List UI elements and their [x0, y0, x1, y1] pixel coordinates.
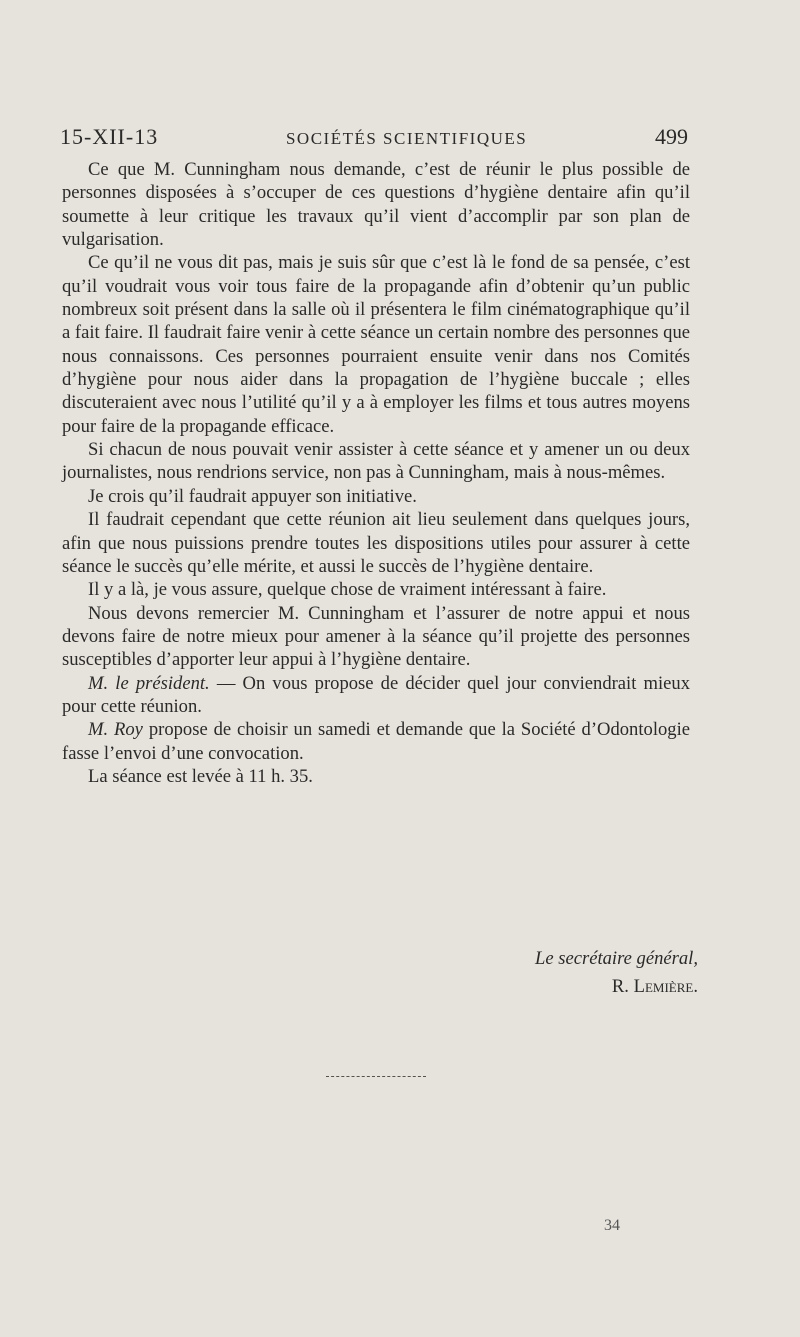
paragraph: Si chacun de nous pouvait venir assister à cette séance et y amener un ou deux journalistes, nous rendrions service, non pas à Cunningham, mais à nous-mêmes. — [62, 439, 690, 484]
header-title: SOCIÉTÉS SCIENTIFIQUES — [285, 129, 528, 148]
body-text — [62, 158, 690, 788]
speaker-president: M. le président. — [88, 672, 210, 694]
paragraph: Ce que M. Cunningham nous demande, c’est de réunir le plus possible de personnes disposées à s’occuper de ces questions d’hygiène dentaire afin qu’il soumette à leur critique les travaux qu’il vient d’accomplir par son plan de vulgarisation. — [62, 159, 690, 251]
speaker-roy: M. Roy — [88, 719, 143, 741]
signature-mark: 34 — [604, 1217, 620, 1234]
roy-paragraph — [62, 718, 690, 765]
paragraph: Ce qu’il ne vous dit pas, mais je suis sûr que c’est là le fond de sa pensée, c’est qu’il voudrait vous voir tous faire de la propagande afin d’obtenir qu’un public nombreux soit présent dans la salle où il présentera le film cinématographique qu’il a fait faire. Il faudrait faire venir à cette séance un certain nombre des personnes que nous connaissons. Ces personnes pourraient ensuite venir dans nos Comités d’hygiène pour nous aider dans la propagation de l’hygiène buccale ; elles discuteraient avec nous l’utilité qu’il y a à employer les films et tous autres moyens pour faire de la propagande efficace. — [62, 252, 690, 437]
header-date: 15-XII-13 — [60, 124, 159, 149]
president-paragraph — [62, 672, 690, 719]
president-text: — On vous propose de décider quel jour conviendrait mieux pour cette réunion. — [62, 672, 690, 717]
paragraph: Il faudrait cependant que cette réunion ait lieu seulement dans quelques jours, afin que nous puissions prendre toutes les dispositions utiles pour assurer à cette séance le succès qu’elle mérite, et aussi le succès de l’hygiène dentaire. — [62, 509, 690, 577]
paragraph: Nous devons remercier M. Cunningham et l’assurer de notre appui et nous devons faire de notre mieux pour amener à la séance qu’il projette des personnes susceptibles d’apporter leur appui à l’hygiène dentaire. — [62, 602, 690, 671]
running-header — [60, 124, 688, 150]
section-divider — [326, 1076, 426, 1077]
page-number: 499 — [655, 124, 688, 149]
signature-name: R. Lemière. — [611, 976, 698, 997]
closing-line: La séance est levée à 11 h. 35. — [88, 765, 313, 787]
roy-text: propose de choisir un samedi et demande que la Société d’Odontologie fasse l’envoi d’une convocation. — [62, 719, 690, 764]
paragraph: Il y a là, je vous assure, quelque chose de vraiment intéressant à faire. — [88, 579, 607, 601]
paragraph: Je crois qu’il faudrait appuyer son initiative. — [88, 485, 417, 507]
signature-role: Le secrétaire général, — [535, 948, 698, 969]
